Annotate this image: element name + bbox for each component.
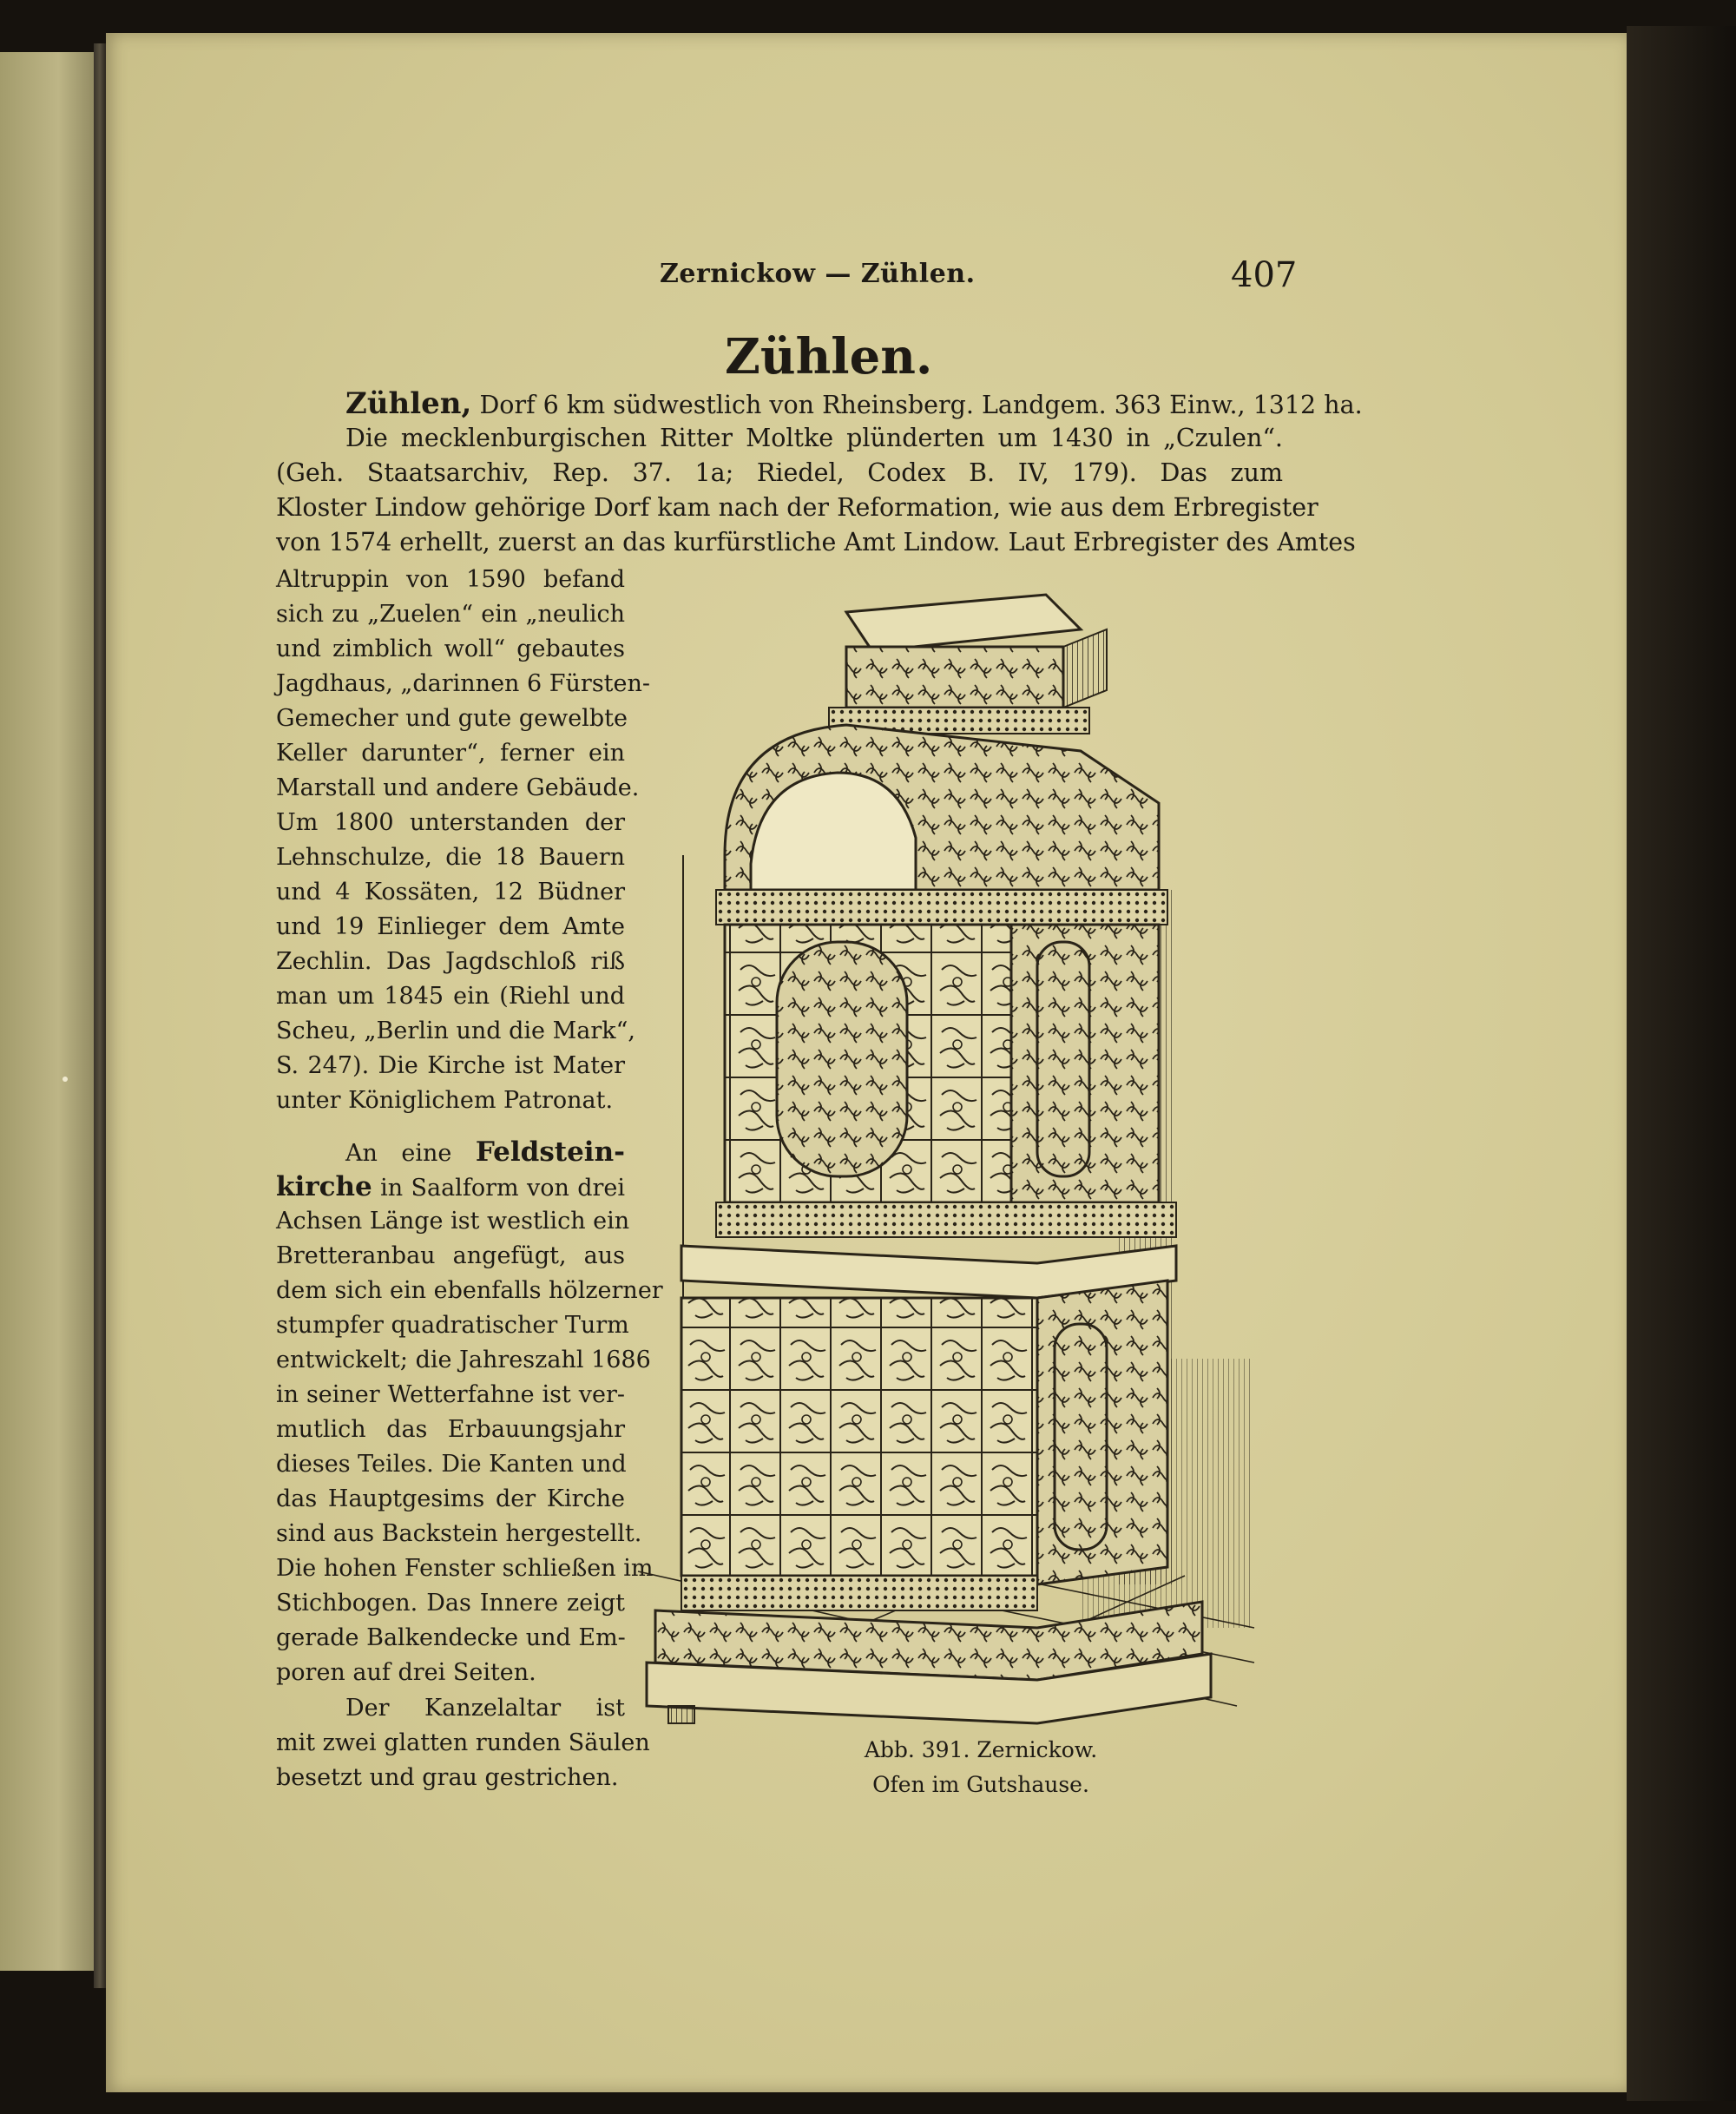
column-line: Bretteranbau angefügt, aus: [276, 1242, 625, 1269]
stove-crown: [829, 595, 1107, 734]
column-line: entwickelt; die Jahreszahl 1686: [276, 1347, 651, 1373]
book-spine: [94, 43, 106, 1988]
column-line: besetzt und grau gestrichen.: [276, 1764, 619, 1791]
intro-line: von 1574 erhellt, zuerst an das kurfürstliche Amt Lindow. Laut Erbregister des Amtes: [276, 528, 1356, 556]
column-line: dem sich ein ebenfalls hölzerner: [276, 1277, 663, 1304]
facing-page-edge: [0, 52, 97, 1971]
column-line: Zechlin. Das Jagdschloß riß: [276, 948, 625, 975]
caption-line: Ofen im Gutshause.: [872, 1772, 1089, 1797]
column-line: das Hauptgesims der Kirche: [276, 1485, 625, 1512]
column-line: Keller darunter“, ferner ein: [276, 740, 625, 767]
column-line: Jagdhaus, „darinnen 6 Fürsten-: [276, 670, 651, 697]
column-line: Lehnschulze, die 18 Bauern: [276, 844, 625, 871]
intro-line: [276, 386, 1363, 421]
column-line: und 4 Kossäten, 12 Büdner: [276, 879, 625, 906]
scan-speck: [62, 1077, 68, 1082]
caption-line: Abb. 391. Zernickow.: [864, 1737, 1098, 1762]
column-line: sind aus Backstein hergestellt.: [276, 1520, 642, 1547]
column-line: [276, 1135, 625, 1169]
intro-paragraph: [276, 386, 1363, 560]
column-line: Stichbogen. Das Innere zeigt: [276, 1590, 625, 1617]
intro-line: Kloster Lindow gehörige Dorf kam nach der Reformation, wie aus dem Erbregister: [276, 493, 1318, 522]
lead-word: Zühlen,: [345, 386, 472, 421]
column-line: Der Kanzelaltar ist: [345, 1695, 625, 1722]
line-suffix: in Saalform von drei: [380, 1175, 625, 1202]
column-line: man um 1845 ein (Riehl und: [276, 983, 625, 1010]
column-line: in seiner Wetterfahne ist ver-: [276, 1381, 625, 1408]
column-line: Die hohen Fenster schließen im: [276, 1555, 654, 1582]
column-line: stumpfer quadratischer Turm: [276, 1312, 629, 1339]
intro-line-text: Dorf 6 km südwestlich von Rheinsberg. Landgem. 363 Einw., 1312 ha.: [479, 391, 1363, 419]
page-number: 407: [1231, 255, 1298, 295]
stove-lower-body: [655, 1246, 1202, 1680]
column-line: poren auf drei Seiten.: [276, 1659, 536, 1686]
column-line: Marstall und andere Gebäude.: [276, 774, 640, 801]
column-line: unter Königlichem Patronat.: [276, 1087, 614, 1114]
history-paragraph: [276, 563, 651, 1118]
column-line: und zimblich woll“ gebautes: [276, 636, 625, 662]
line-prefix: An eine: [345, 1140, 452, 1167]
column-line: mutlich das Erbauungsjahr: [276, 1416, 625, 1443]
bold-term: kirche: [276, 1171, 372, 1202]
column-line: sich zu „Zuelen“ ein „neulich: [276, 601, 625, 628]
column-line: Um 1800 unterstanden der: [276, 809, 625, 836]
column-line: gerade Balkendecke und Em-: [276, 1624, 626, 1651]
column-line: [276, 1169, 625, 1204]
figure-caption: [807, 1733, 1154, 1802]
section-title: Zühlen.: [725, 328, 933, 385]
intro-line: Die mecklenburgischen Ritter Moltke plünderten um 1430 in „Czulen“.: [345, 424, 1283, 452]
column-line: Scheu, „Berlin und die Mark“,: [276, 1017, 636, 1044]
column-line: Gemecher und gute gewelbte: [276, 705, 628, 732]
column-line: Achsen Länge ist westlich ein: [276, 1208, 630, 1235]
column-line: mit zwei glatten runden Säulen: [276, 1729, 650, 1756]
stove-illustration: [629, 577, 1289, 1732]
intro-line: (Geh. Staatsarchiv, Rep. 37. 1a; Riedel, Codex B. IV, 179). Das zum: [276, 458, 1283, 487]
bold-term: Feldstein-: [475, 1136, 625, 1168]
church-paragraph: [276, 1135, 663, 1690]
stove-upper-tier: [716, 725, 1176, 1237]
running-head: Zernickow — Zühlen.: [660, 259, 976, 289]
altar-paragraph: [276, 1691, 650, 1795]
column-line: S. 247). Die Kirche ist Mater: [276, 1052, 625, 1079]
column-line: und 19 Einlieger dem Amte: [276, 913, 625, 940]
column-line: dieses Teiles. Die Kanten und: [276, 1451, 627, 1478]
column-line: Altruppin von 1590 befand: [276, 566, 625, 593]
cover-edge: [1627, 26, 1736, 2101]
